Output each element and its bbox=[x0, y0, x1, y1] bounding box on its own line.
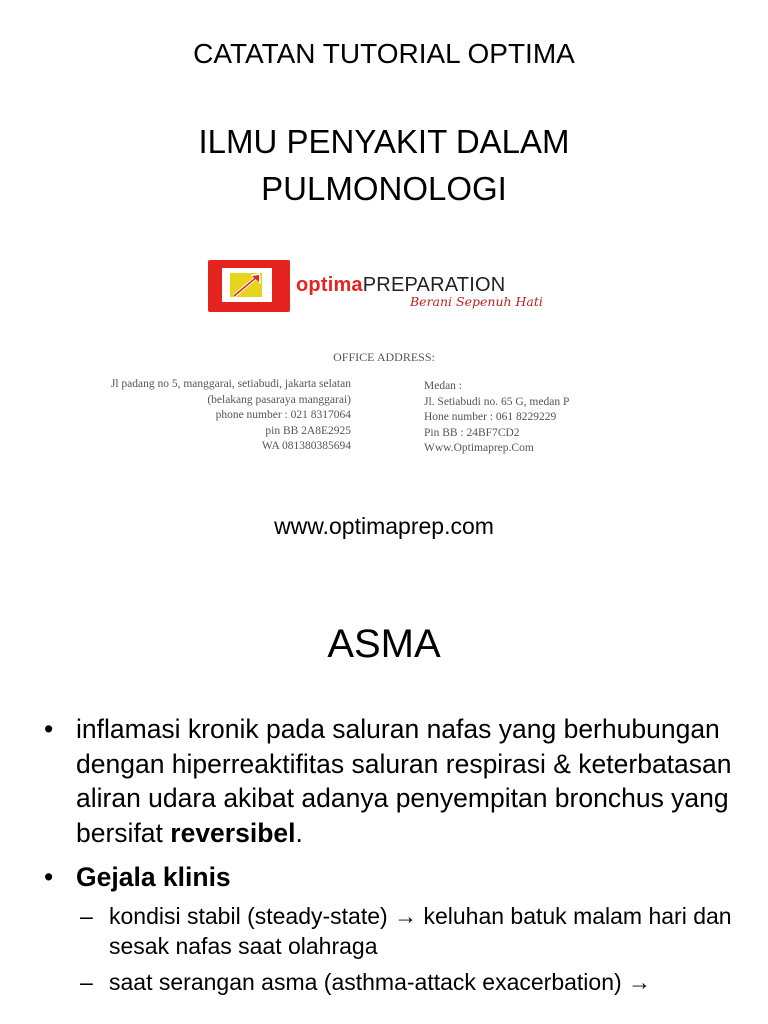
logo-mark bbox=[208, 260, 290, 312]
address-line: Www.Optimaprep.Com bbox=[424, 442, 534, 454]
arrow-icon bbox=[228, 270, 268, 300]
bullet-end: . bbox=[295, 817, 303, 848]
jakarta-address bbox=[40, 377, 351, 455]
address-line: phone number : 021 8317064 bbox=[215, 409, 351, 421]
dash-icon: – bbox=[80, 902, 93, 929]
office-address-heading: OFFICE ADDRESS: bbox=[333, 350, 435, 364]
sub-list-item bbox=[40, 901, 740, 961]
subject-line-1: ILMU PENYAKIT DALAM bbox=[198, 123, 570, 160]
content-list bbox=[40, 712, 740, 997]
address-line: pin BB 2A8E2925 bbox=[265, 424, 351, 437]
address-line: Jl. Setiabudi no. 65 G, medan P bbox=[424, 395, 570, 408]
address-line: WA 081380385694 bbox=[261, 440, 351, 452]
bold-term: reversibel bbox=[170, 817, 296, 848]
tutorial-title: CATATAN TUTORIAL OPTIMA bbox=[193, 38, 575, 69]
list-item bbox=[40, 712, 740, 850]
logo-brand-rest: PREPARATION bbox=[362, 274, 506, 296]
optima-logo bbox=[208, 258, 568, 318]
bullet-icon: • bbox=[44, 714, 54, 744]
address-line: Jl padang no 5, manggarai, setiabudi, jakarta selatan bbox=[110, 378, 351, 390]
dash-icon: – bbox=[80, 968, 93, 995]
bullet-text: inflamasi kronik pada saluran nafas yang berhubungan dengan hiperreaktifitas saluran respirasi & keterbatasan aliran udara akibat adanya penyempitan bronchus yang bersifat bbox=[76, 714, 732, 848]
address-line: Pin BB : 24BF7CD2 bbox=[424, 426, 520, 439]
sub-list bbox=[40, 901, 740, 997]
subject-heading bbox=[0, 118, 768, 212]
section-title: ASMA bbox=[327, 622, 441, 666]
sub-item-text: saat serangan asma (asthma-attack exacerbation) → bbox=[109, 968, 652, 995]
sub-item-text: kondisi stabil (steady-state) → keluhan batuk malam hari dan sesak nafas saat olahraga bbox=[109, 902, 732, 959]
address-line: Hone number : 061 8229229 bbox=[424, 411, 557, 423]
bullet-icon: • bbox=[44, 862, 54, 892]
logo-brand-bold: optima bbox=[296, 274, 363, 296]
address-line: Medan : bbox=[424, 380, 463, 392]
sub-list-item bbox=[40, 967, 740, 997]
address-line: (belakang pasaraya manggarai) bbox=[207, 393, 351, 406]
logo-tagline: Berani Sepenuh Hati bbox=[410, 294, 543, 309]
list-item bbox=[40, 860, 740, 895]
medan-address bbox=[424, 379, 744, 457]
bullet-heading: Gejala klinis bbox=[76, 862, 231, 892]
website-link[interactable]: www.optimaprep.com bbox=[274, 513, 494, 539]
subject-line-2: PULMONOLOGI bbox=[261, 170, 507, 207]
